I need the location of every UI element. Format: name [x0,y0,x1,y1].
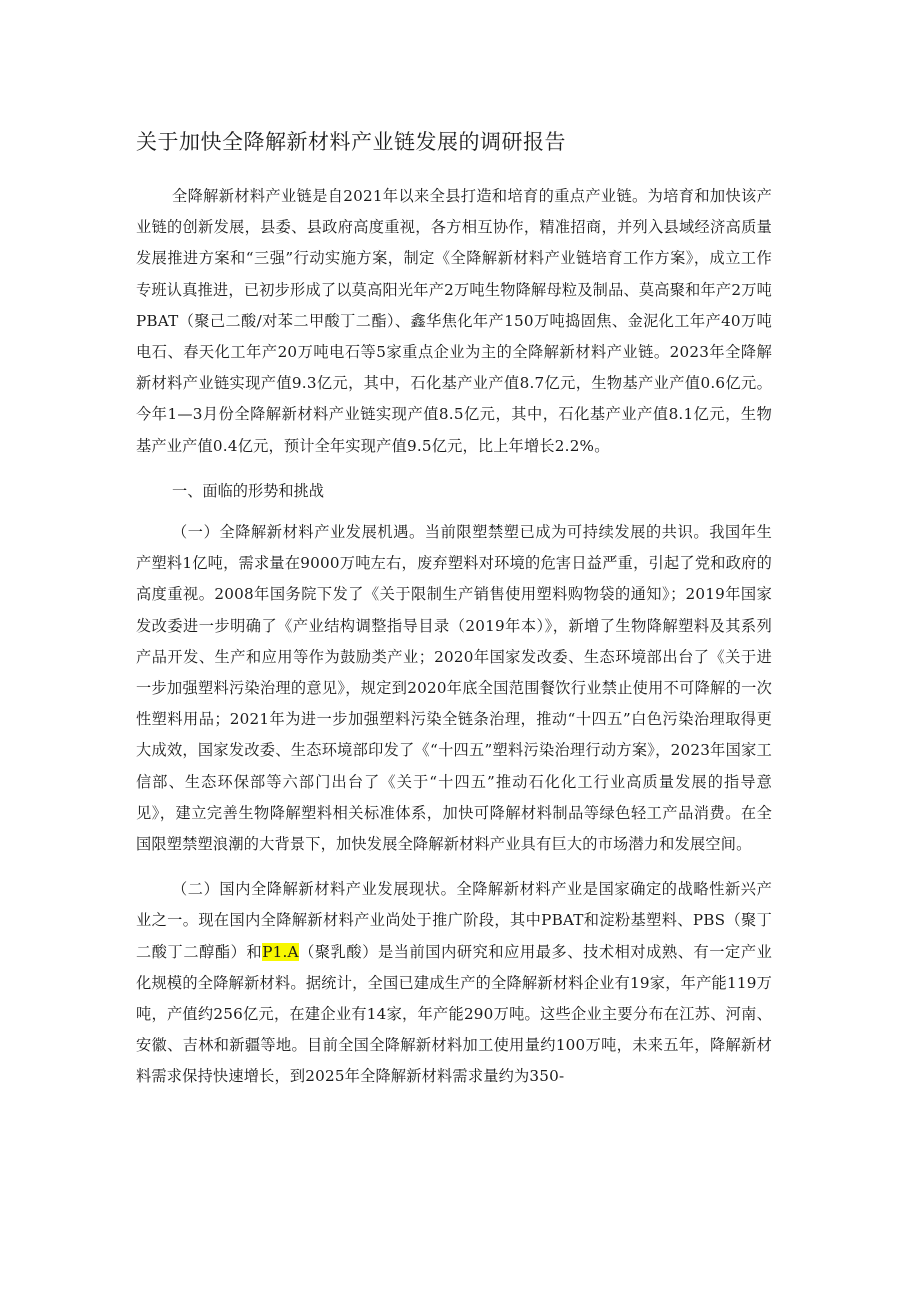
document-page [136,125,772,1093]
intro-paragraph: 全降解新材料产业链是自2021年以来全县打造和培育的重点产业链。为培育和加快该产业链的创新发展，县委、县政府高度重视，各方相互协作，精准招商，并列入县域经济高质量发展推进方案和“三强”行动实施方案，制定《全降解新材料产业链培育工作方案》，成立工作专班认真推进，已初步形成了以莫高阳光年产2万吨生物降解母粒及制品、莫高聚和年产2万吨PBAT（聚己二酸/对苯二甲酸丁二酯）、鑫华焦化年产150万吨捣固焦、金泥化工年产40万吨电石、春天化工年产20万吨电石等5家重点企业为主的全降解新材料产业链。2023年全降解新材料产业链实现产值9.3亿元，其中，石化基产业产值8.7亿元，生物基产业产值0.6亿元。今年1—3月份全降解新材料产业链实现产值8.5亿元，其中，石化基产业产值8.1亿元，生物基产业产值0.4亿元，预计全年实现产值9.5亿元，比上年增长2.2%。 [136,187,772,455]
paragraph-text-before-highlight: （二）国内全降解新材料产业发展现状。全降解新材料产业是国家确定的战略性新兴产业之一。现在国内全降解新材料产业尚处于推广阶段，其中PBAT和淀粉基塑料、PBS（聚丁二酸丁二醇酯）和 [136,880,772,961]
highlighted-text: P1.A [262,942,299,961]
document-title: 关于加快全降解新材料产业链发展的调研报告 [136,130,566,154]
paragraph-text-after-highlight: （聚乳酸）是当前国内研究和应用最多、技术相对成熟、有一定产业化规模的全降解新材料。据统计，全国已建成生产的全降解新材料企业有19家，年产能119万吨，产值约256亿元，在建企业有14家，年产能290万吨。这些企业主要分布在江苏、河南、安徽、吉林和新疆等地。目前全国全降解新材料加工使用量约100万吨，未来五年，降解新材料需求保持快速增长，到2025年全降解新材料需求量约为350- [136,942,772,1086]
paragraph-opportunities: （一）全降解新材料产业发展机遇。当前限塑禁塑已成为可持续发展的共识。我国年生产塑料1亿吨，需求量在9000万吨左右，废弃塑料对环境的危害日益严重，引起了党和政府的高度重视。2008年国务院下发了《关于限制生产销售使用塑料购物袋的通知》；2019年国家发改委进一步明确了《产业结构调整指导目录（2019年本）》，新增了生物降解塑料及其系列产品开发、生产和应用等作为鼓励类产业；2020年国家发改委、生态环境部出台了《关于进一步加强塑料污染治理的意见》，规定到2020年底全国范围餐饮行业禁止使用不可降解的一次性塑料用品；2021年为进一步加强塑料污染全链条治理，推动“十四五”白色污染治理取得更大成效，国家发改委、生态环境部印发了《“十四五”塑料污染治理行动方案》，2023年国家工信部、生态环保部等六部门出台了《关于“十四五”推动石化化工行业高质量发展的指导意见》，建立完善生物降解塑料相关标准体系，加快可降解材料制品等绿色轻工产品消费。在全国限塑禁塑浪潮的大背景下，加快发展全降解新材料产业具有巨大的市场潜力和发展空间。 [136,523,772,854]
paragraph-domestic-status [136,874,772,1092]
section-heading-challenges: 一、面临的形势和挑战 [172,481,324,500]
